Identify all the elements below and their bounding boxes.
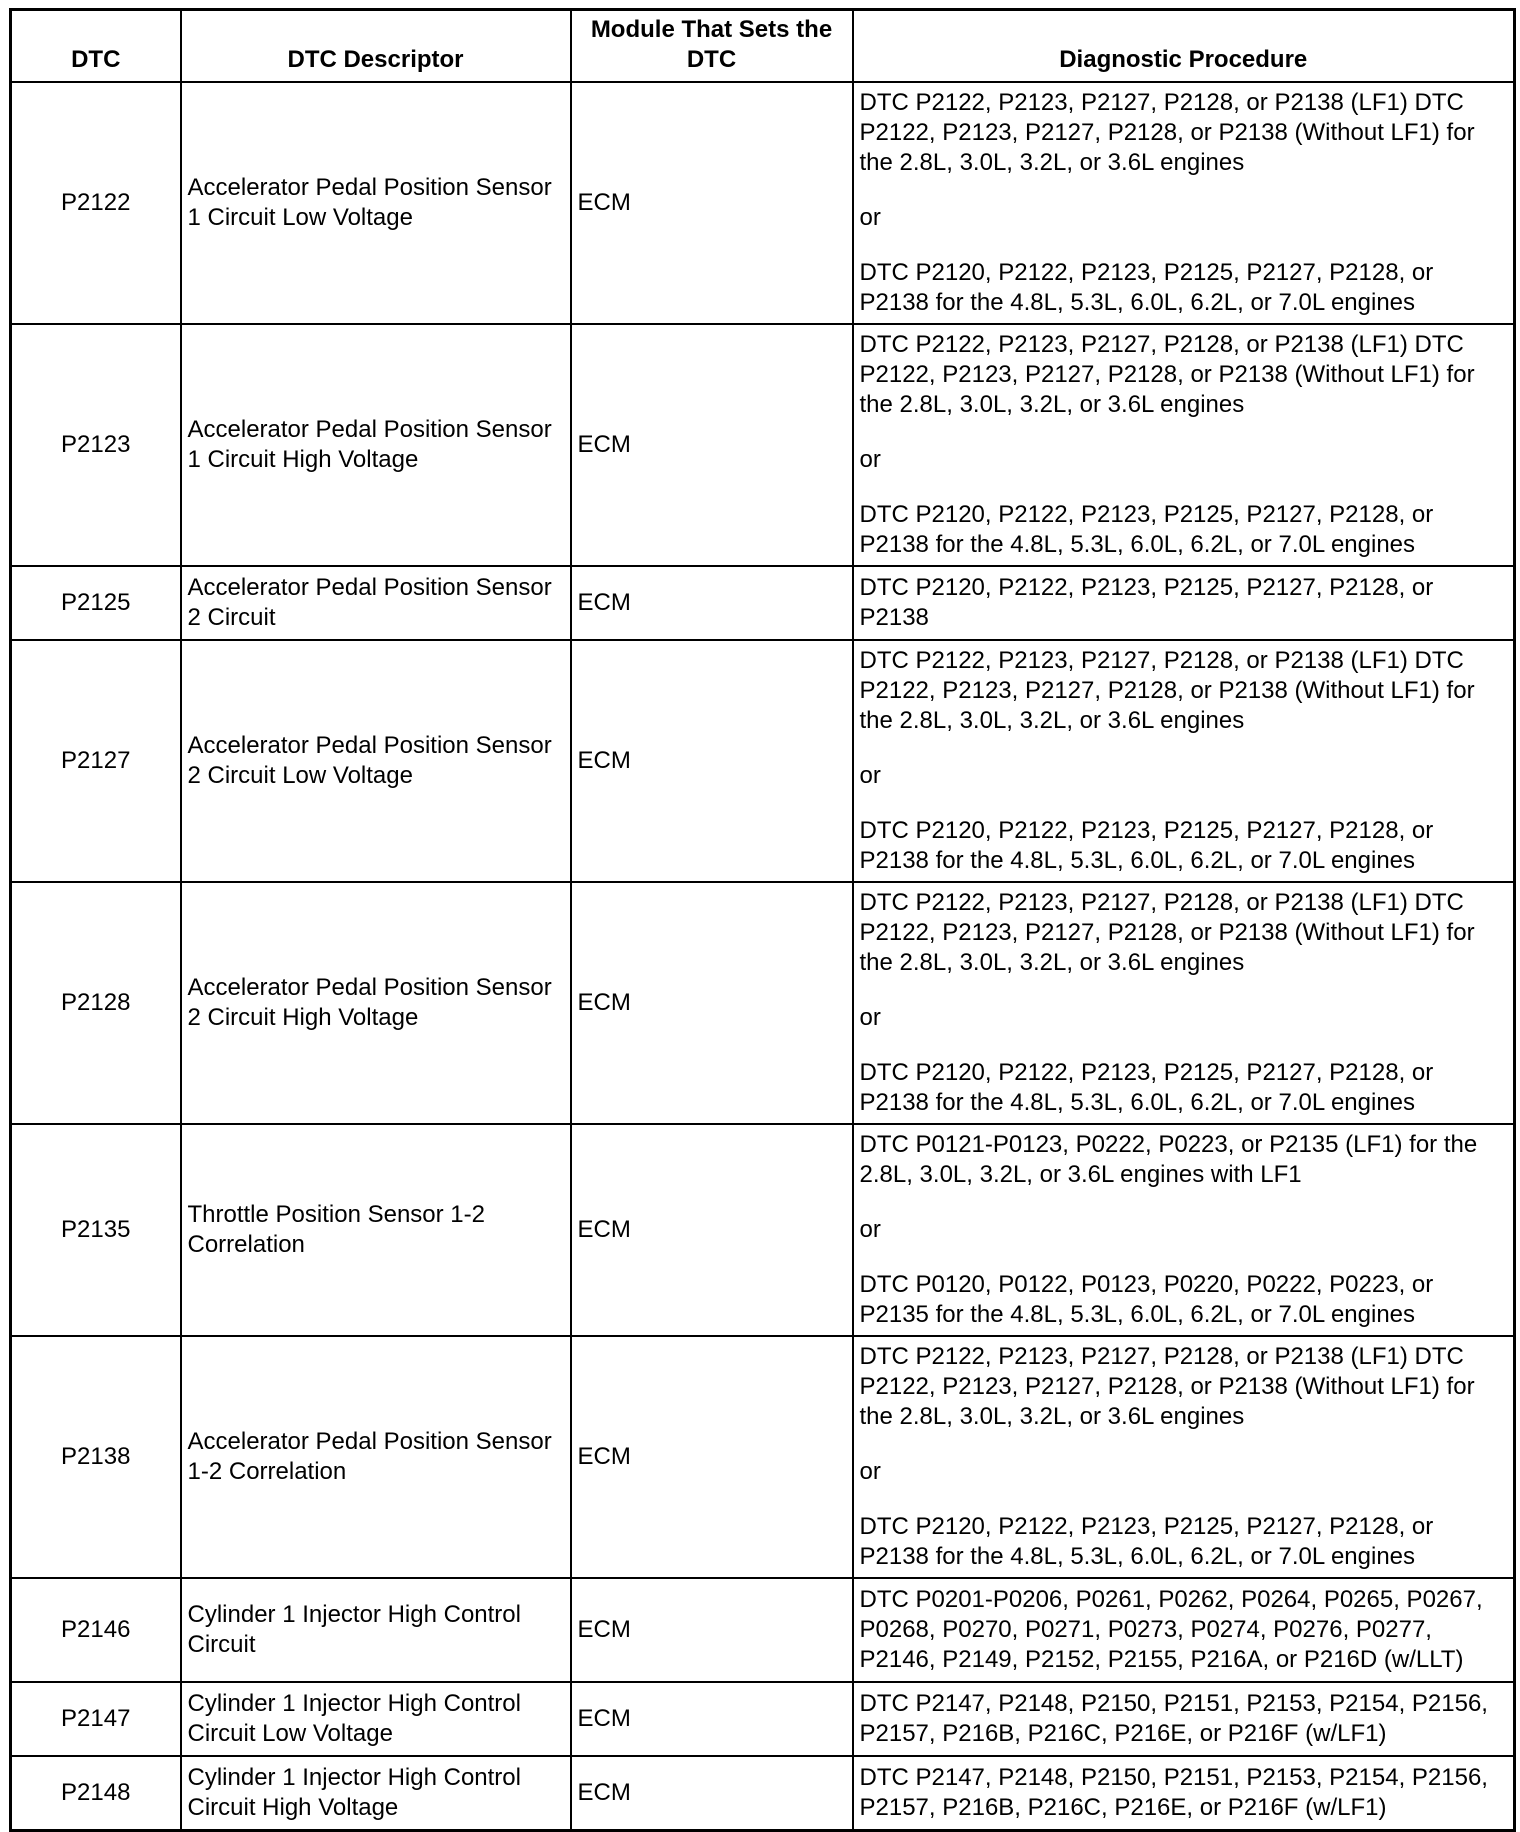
procedure-or: or (859, 204, 881, 231)
module-name: ECM (571, 324, 853, 566)
procedure-or: or (859, 446, 881, 473)
table-header-row (11, 10, 1515, 83)
diagnostic-procedure (853, 1756, 1515, 1830)
procedure-text: DTC P2120, P2122, P2123, P2125, P2127, P2128, or P2138 for the 4.8L, 5.3L, 6.0L, 6.2L, or 7.0L engines (859, 501, 1434, 558)
diagnostic-procedure (853, 882, 1515, 1124)
module-name: ECM (571, 82, 853, 324)
procedure-text: DTC P2120, P2122, P2123, P2125, P2127, P2128, or P2138 (859, 574, 1434, 631)
dtc-descriptor: Accelerator Pedal Position Sensor 1 Circuit Low Voltage (181, 82, 571, 324)
procedure-text: DTC P2122, P2123, P2127, P2128, or P2138 (LF1) DTC P2122, P2123, P2127, P2128, or P2138 (Without LF1) for the 2.8L, 3.0L, 3.2L, or 3.6L engines (859, 331, 1475, 418)
diagnostic-procedure (853, 1336, 1515, 1578)
dtc-descriptor: Accelerator Pedal Position Sensor 1 Circuit High Voltage (181, 324, 571, 566)
module-name: ECM (571, 882, 853, 1124)
table-row (11, 1682, 1515, 1756)
dtc-descriptor: Accelerator Pedal Position Sensor 2 Circuit Low Voltage (181, 640, 571, 882)
dtc-descriptor: Accelerator Pedal Position Sensor 2 Circuit High Voltage (181, 882, 571, 1124)
procedure-text: DTC P0120, P0122, P0123, P0220, P0222, P0223, or P2135 for the 4.8L, 5.3L, 6.0L, 6.2L, or 7.0L engines (859, 1271, 1434, 1328)
table-row (11, 82, 1515, 324)
procedure-text: DTC P2120, P2122, P2123, P2125, P2127, P2128, or P2138 for the 4.8L, 5.3L, 6.0L, 6.2L, or 7.0L engines (859, 259, 1434, 316)
procedure-text: DTC P2122, P2123, P2127, P2128, or P2138 (LF1) DTC P2122, P2123, P2127, P2128, or P2138 (Without LF1) for the 2.8L, 3.0L, 3.2L, or 3.6L engines (859, 889, 1475, 976)
module-name: ECM (571, 1124, 853, 1336)
procedure-text: DTC P0121-P0123, P0222, P0223, or P2135 (LF1) for the 2.8L, 3.0L, 3.2L, or 3.6L engines with LF1 (859, 1131, 1478, 1188)
header-diagnostic-procedure: Diagnostic Procedure (853, 10, 1515, 83)
header-dtc-descriptor: DTC Descriptor (181, 10, 571, 83)
module-name: ECM (571, 640, 853, 882)
table-row (11, 324, 1515, 566)
procedure-text: DTC P2120, P2122, P2123, P2125, P2127, P2128, or P2138 for the 4.8L, 5.3L, 6.0L, 6.2L, or 7.0L engines (859, 1513, 1434, 1570)
table-row (11, 1124, 1515, 1336)
diagnostic-procedure (853, 640, 1515, 882)
dtc-code: P2147 (11, 1682, 181, 1756)
dtc-code: P2135 (11, 1124, 181, 1336)
procedure-text: DTC P2147, P2148, P2150, P2151, P2153, P2154, P2156, P2157, P216B, P216C, P216E, or P216F (w/LF1) (859, 1763, 1488, 1821)
module-name: ECM (571, 1682, 853, 1756)
dtc-descriptor: Throttle Position Sensor 1-2 Correlation (181, 1124, 571, 1336)
module-name: ECM (571, 566, 853, 640)
diagnostic-procedure (853, 1578, 1515, 1682)
module-name: ECM (571, 1336, 853, 1578)
dtc-code: P2127 (11, 640, 181, 882)
dtc-descriptor: Cylinder 1 Injector High Control Circuit Low Voltage (181, 1682, 571, 1756)
header-dtc: DTC (11, 10, 181, 83)
table-row (11, 1336, 1515, 1578)
module-name: ECM (571, 1756, 853, 1830)
procedure-or: or (859, 1004, 881, 1031)
dtc-descriptor: Cylinder 1 Injector High Control Circuit High Voltage (181, 1756, 571, 1830)
dtc-code: P2123 (11, 324, 181, 566)
table-row (11, 566, 1515, 640)
diagnostic-procedure (853, 324, 1515, 566)
procedure-or: or (859, 1216, 881, 1243)
dtc-code: P2128 (11, 882, 181, 1124)
dtc-code: P2122 (11, 82, 181, 324)
dtc-descriptor: Cylinder 1 Injector High Control Circuit (181, 1578, 571, 1682)
module-name: ECM (571, 1578, 853, 1682)
header-module: Module That Sets the DTC (571, 10, 853, 83)
dtc-descriptor: Accelerator Pedal Position Sensor 2 Circuit (181, 566, 571, 640)
table-row (11, 882, 1515, 1124)
dtc-code: P2146 (11, 1578, 181, 1682)
procedure-text: DTC P0201-P0206, P0261, P0262, P0264, P0265, P0267, P0268, P0270, P0271, P0273, P0274, P0276, P0277, P2146, P2149, P2152, P2155, P216A, or P216D (w/LLT) (859, 1586, 1483, 1673)
diagnostic-procedure (853, 1682, 1515, 1756)
procedure-text: DTC P2122, P2123, P2127, P2128, or P2138 (LF1) DTC P2122, P2123, P2127, P2128, or P2138 (Without LF1) for the 2.8L, 3.0L, 3.2L, or 3.6L engines (859, 1343, 1475, 1430)
procedure-text: DTC P2120, P2122, P2123, P2125, P2127, P2128, or P2138 for the 4.8L, 5.3L, 6.0L, 6.2L, or 7.0L engines (859, 1059, 1434, 1116)
procedure-text: DTC P2147, P2148, P2150, P2151, P2153, P2154, P2156, P2157, P216B, P216C, P216E, or P216F (w/LF1) (859, 1690, 1488, 1747)
dtc-table (9, 8, 1516, 1832)
table-row (11, 640, 1515, 882)
table-row (11, 1756, 1515, 1830)
procedure-or: or (859, 1458, 881, 1485)
table-row (11, 1578, 1515, 1682)
procedure-text: DTC P2120, P2122, P2123, P2125, P2127, P2128, or P2138 for the 4.8L, 5.3L, 6.0L, 6.2L, or 7.0L engines (859, 817, 1434, 874)
diagnostic-procedure (853, 1124, 1515, 1336)
dtc-code: P2138 (11, 1336, 181, 1578)
procedure-text: DTC P2122, P2123, P2127, P2128, or P2138 (LF1) DTC P2122, P2123, P2127, P2128, or P2138 (Without LF1) for the 2.8L, 3.0L, 3.2L, or 3.6L engines (859, 89, 1475, 176)
procedure-text: DTC P2122, P2123, P2127, P2128, or P2138 (LF1) DTC P2122, P2123, P2127, P2128, or P2138 (Without LF1) for the 2.8L, 3.0L, 3.2L, or 3.6L engines (859, 647, 1475, 734)
dtc-code: P2125 (11, 566, 181, 640)
procedure-or: or (859, 762, 881, 789)
dtc-table-sheet (9, 8, 1513, 1832)
dtc-descriptor: Accelerator Pedal Position Sensor 1-2 Correlation (181, 1336, 571, 1578)
dtc-code: P2148 (11, 1756, 181, 1830)
diagnostic-procedure (853, 566, 1515, 640)
diagnostic-procedure (853, 82, 1515, 324)
